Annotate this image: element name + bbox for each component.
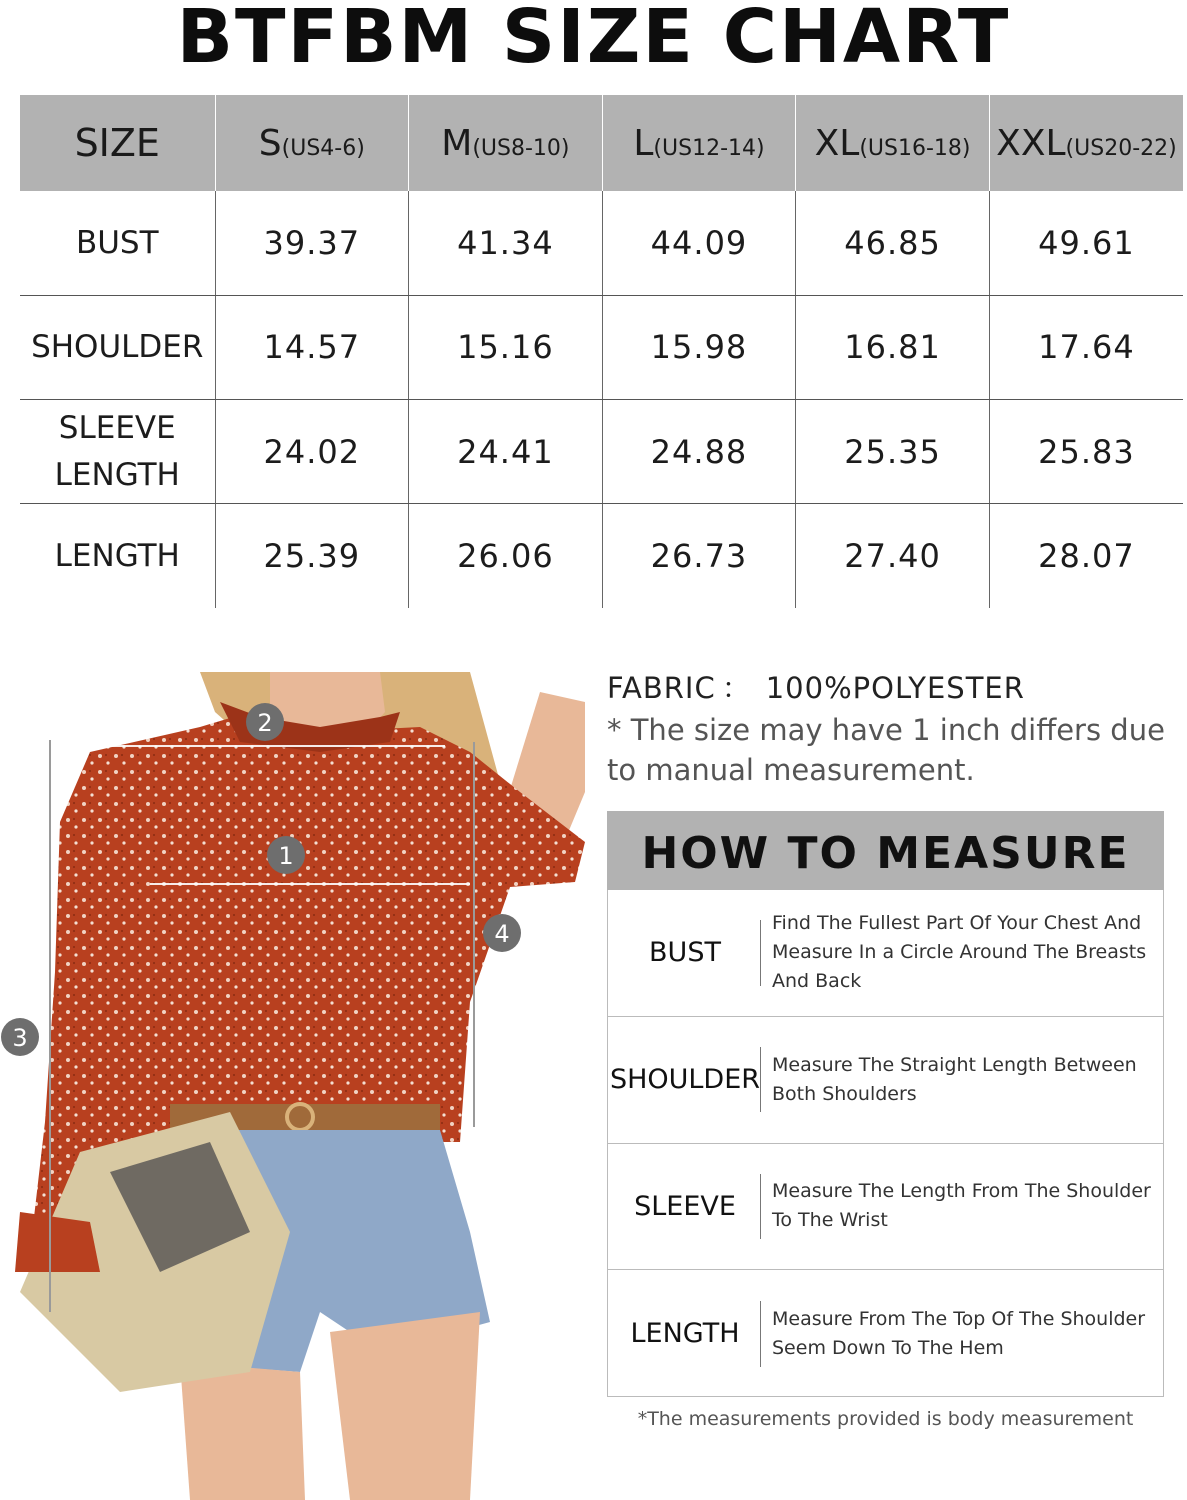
table-cell: 49.61 <box>989 191 1183 295</box>
fabric-info <box>607 666 1025 707</box>
table-cell: 26.73 <box>602 504 796 608</box>
howto-divider <box>760 1174 761 1239</box>
table-cell: 24.41 <box>409 400 603 504</box>
table-cell: 44.09 <box>602 191 796 295</box>
size-name: M <box>441 122 473 164</box>
howto-desc: Measure From The Top Of The Shoulder Seem Down To The Hem <box>772 1307 1146 1359</box>
howto-desc: Measure The Straight Length Between Both Shoulders <box>772 1053 1137 1105</box>
table-cell: 16.81 <box>796 295 990 399</box>
table-cell: 25.35 <box>796 400 990 504</box>
howto-divider <box>760 1047 761 1112</box>
table-row-length <box>20 504 1183 608</box>
howto-label: LENGTH <box>630 1318 740 1350</box>
table-cell: 39.37 <box>215 191 409 295</box>
size-us: (US16-18) <box>859 135 971 161</box>
size-us: (US12-14) <box>653 135 765 161</box>
howto-row-sleeve <box>608 1144 1163 1271</box>
table-cell: 24.02 <box>215 400 409 504</box>
table-header-row <box>20 95 1183 191</box>
size-name: XL <box>814 122 860 164</box>
marker-1-label: 1 <box>278 842 294 870</box>
table-cell: 24.88 <box>602 400 796 504</box>
footnote: *The measurements provided is body measurement <box>637 1408 1134 1430</box>
model-photo <box>0 672 585 1500</box>
howto-label: SLEEVE <box>634 1190 736 1222</box>
table-cell: 46.85 <box>796 191 990 295</box>
howto-desc: Measure The Length From The Shoulder To The Wrist <box>772 1180 1151 1232</box>
table-cell: 27.40 <box>796 504 990 608</box>
size-name: XXL <box>996 122 1066 164</box>
table-row-sleeve-length <box>20 400 1183 504</box>
howto-label: BUST <box>649 937 721 969</box>
fabric-label: FABRIC <box>607 671 716 705</box>
how-to-measure-title: HOW TO MEASURE <box>607 811 1164 890</box>
size-column-header <box>409 95 603 191</box>
marker-1 <box>267 836 305 874</box>
size-us: (US20-22) <box>1065 135 1177 161</box>
size-header-label: SIZE <box>20 95 215 191</box>
size-column-header <box>215 95 409 191</box>
row-label <box>20 400 215 504</box>
marker-4-label: 4 <box>494 920 510 948</box>
size-us: (US8-10) <box>472 135 570 161</box>
table-cell: 26.06 <box>409 504 603 608</box>
howto-row-bust <box>608 890 1163 1017</box>
table-cell: 14.57 <box>215 295 409 399</box>
row-label: LENGTH <box>20 504 215 608</box>
size-name: L <box>633 122 654 164</box>
table-cell: 25.83 <box>989 400 1183 504</box>
marker-4 <box>483 914 521 952</box>
table-cell: 25.39 <box>215 504 409 608</box>
page-title: BTFBM SIZE CHART <box>176 0 1011 80</box>
table-cell: 15.16 <box>409 295 603 399</box>
row-label: BUST <box>20 191 215 295</box>
row-label-line: LENGTH <box>54 456 180 493</box>
measurement-note: * The size may have 1 inch differs due to manual measurement. <box>607 713 1165 787</box>
howto-row-length <box>608 1270 1163 1397</box>
howto-divider <box>760 1301 761 1367</box>
howto-label: SHOULDER <box>609 1064 761 1096</box>
table-row-shoulder <box>20 295 1183 399</box>
marker-3-label: 3 <box>12 1024 28 1052</box>
size-chart-table <box>20 95 1183 608</box>
size-name: S <box>258 122 282 164</box>
table-cell: 41.34 <box>409 191 603 295</box>
table-cell: 17.64 <box>989 295 1183 399</box>
row-label-line: SLEEVE <box>58 410 176 447</box>
howto-desc: Find The Fullest Part Of Your Chest And Measure In a Circle Around The Breasts And Back <box>772 912 1147 993</box>
table-row-bust <box>20 191 1183 295</box>
howto-divider <box>760 920 761 985</box>
legs-shape <box>330 1312 480 1500</box>
size-us: (US4-6) <box>281 135 365 161</box>
howto-row-shoulder <box>608 1017 1163 1144</box>
table-cell: 28.07 <box>1038 537 1135 576</box>
marker-3 <box>1 1018 39 1056</box>
size-column-header <box>989 95 1183 191</box>
row-label: SHOULDER <box>20 295 215 399</box>
size-column-header <box>602 95 796 191</box>
how-to-measure-table <box>607 890 1164 1397</box>
fabric-separator: ： <box>721 671 752 705</box>
fabric-value: 100%POLYESTER <box>765 671 1025 705</box>
marker-2-label: 2 <box>257 709 273 737</box>
legs-shape <box>180 1362 305 1500</box>
size-column-header <box>796 95 990 191</box>
table-cell: 15.98 <box>602 295 796 399</box>
marker-2 <box>246 703 284 741</box>
